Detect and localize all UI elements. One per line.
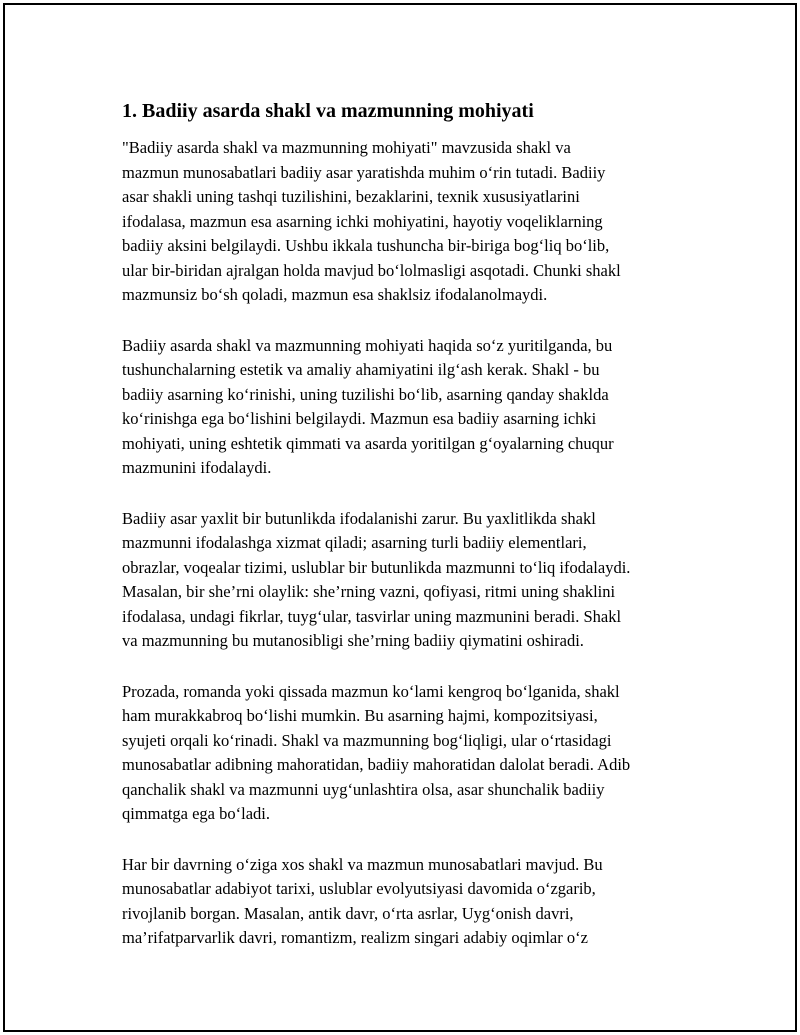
text-line: Har bir davrning o‘ziga xos shakl va mazmun munosabatlari mavjud. Bu [122, 854, 603, 874]
paragraph-3 [122, 507, 700, 654]
text-line: Prozada, romanda yoki qissada mazmun ko‘lami kengroq bo‘lganida, shakl [122, 681, 620, 701]
text-line: Badiiy asarda shakl va mazmunning mohiyati haqida so‘z yuritilganda, bu [122, 335, 613, 355]
text-line: ko‘rinishga ega bo‘lishini belgilaydi. Mazmun esa badiiy asarning ichki [122, 409, 597, 428]
text-line: munosabatlar adibning mahoratidan, badiiy mahoratidan dalolat beradi. Adib [122, 755, 631, 774]
paragraph-1 [122, 136, 700, 308]
text-line: va mazmunning bu mutanosibligi she’rning badiiy qiymatini oshiradi. [122, 631, 584, 650]
text-line: mazmunini ifodalaydi. [122, 458, 272, 477]
text-line: mazmunsiz bo‘sh qoladi, mazmun esa shaklsiz ifodalanolmaydi. [122, 285, 548, 304]
text-line: ifodalasa, undagi fikrlar, tuyg‘ular, tasvirlar uning mazmunini beradi. Shakl [122, 606, 622, 626]
text-line: munosabatlar adabiyot tarixi, uslublar evolyutsiyasi davomida o‘zgarib, [122, 879, 596, 898]
text-line: badiiy asarning ko‘rinishi, uning tuzilishi bo‘lib, asarning qanday shaklda [122, 384, 609, 404]
paragraph-2 [122, 334, 700, 481]
text-line: Badiiy asar yaxlit bir butunlikda ifodalanishi zarur. Bu yaxlitlikda shakl [122, 508, 596, 528]
text-line: tushunchalarning estetik va amaliy ahamiyatini ilg‘ash kerak. Shakl - bu [122, 360, 600, 379]
text-line: syujeti orqali ko‘rinadi. Shakl va mazmunning bog‘liqligi, ular o‘rtasidagi [122, 730, 612, 750]
text-line: ifodalasa, mazmun esa asarning ichki mohiyatini, hayotiy voqeliklarning [122, 211, 603, 231]
text-line: badiiy aksini belgilaydi. Ushbu ikkala tushuncha bir-biriga bog‘liq bo‘lib, [122, 236, 610, 255]
paragraph-4 [122, 680, 700, 827]
text-line: mazmun munosabatlari badiiy asar yaratishda muhim o‘rin tutadi. Badiiy [122, 162, 606, 182]
text-line: rivojlanib borgan. Masalan, antik davr, o‘rta asrlar, Uyg‘onish davri, [122, 903, 574, 923]
text-line: qanchalik shakl va mazmunni uyg‘unlashtira olsa, asar shunchalik badiiy [122, 779, 605, 799]
text-line: mazmunni ifodalashga xizmat qiladi; asarning turli badiiy elementlari, [122, 533, 587, 552]
text-line: mohiyati, uning eshtetik qimmati va asarda yoritilgan g‘oyalarning chuqur [122, 433, 614, 453]
paragraph-5 [122, 853, 700, 951]
text-line: qimmatga ega bo‘ladi. [122, 804, 270, 823]
text-line: "Badiiy asarda shakl va mazmunning mohiyati" mavzusida shakl va [122, 138, 571, 157]
document-body [120, 98, 700, 977]
section-heading: 1. Badiiy asarda shakl va mazmunning mohiyati [122, 100, 534, 122]
text-line: ham murakkabroq bo‘lishi mumkin. Bu asarning hajmi, kompozitsiyasi, [122, 706, 598, 725]
text-line: asar shakli uning tashqi tuzilishini, bezaklarini, texnik xususiyatlarini [122, 187, 580, 206]
text-line: Masalan, bir she’rni olaylik: she’rning vazni, qofiyasi, ritmi uning shaklini [122, 582, 616, 601]
page-frame [3, 3, 797, 1032]
text-line: ma’rifatparvarlik davri, romantizm, realizm singari adabiy oqimlar o‘z [122, 928, 588, 947]
text-line: obrazlar, voqealar tizimi, uslublar bir butunlikda mazmunni to‘liq ifodalaydi. [122, 557, 631, 577]
text-line: ular bir-biridan ajralgan holda mavjud bo‘lolmasligi asqotadi. Chunki shakl [122, 260, 621, 280]
